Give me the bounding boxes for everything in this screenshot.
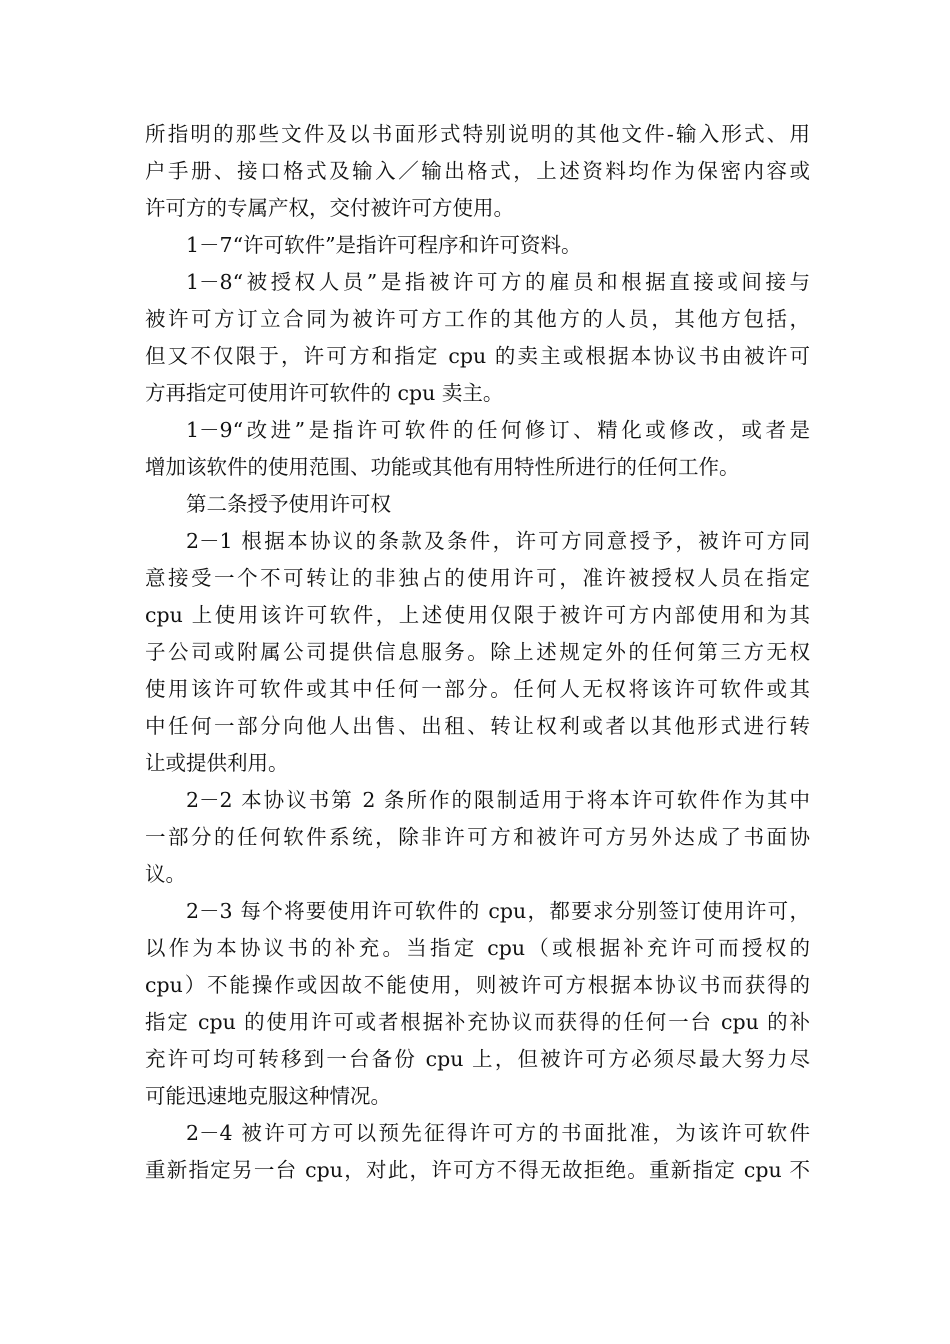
text-line: 议。	[145, 862, 186, 886]
text-line: 2－4 被许可方可以预先征得许可方的书面批准，为该许可软件	[186, 1121, 810, 1145]
text-line: 增加该软件的使用范围、功能或其他有用特性所进行的任何工作。	[145, 455, 740, 479]
text-line: 所指明的那些文件及以书面形式特别说明的其他文件-输入形式、用	[145, 122, 810, 146]
text-line: 充许可均可转移到一台备份 cpu 上，但被许可方必须尽最大努力尽	[145, 1047, 810, 1071]
text-line: 1－9“改进”是指许可软件的任何修订、精化或修改，或者是	[186, 418, 810, 442]
text-line: 第二条授予使用许可权	[186, 492, 391, 516]
text-line: 1－7“许可软件”是指许可程序和许可资料。	[186, 233, 582, 257]
text-line: 2－1 根据本协议的条款及条件，许可方同意授予，被许可方同	[186, 529, 810, 553]
text-line: 中任何一部分向他人出售、出租、转让权利或者以其他形式进行转	[145, 714, 810, 738]
text-line: 2－3 每个将要使用许可软件的 cpu，都要求分别签订使用许可，	[186, 899, 810, 923]
text-line: 可能迅速地克服这种情况。	[145, 1084, 391, 1108]
text-line: 使用该许可软件或其中任何一部分。任何人无权将该许可软件或其	[145, 677, 810, 701]
text-line: 一部分的任何软件系统，除非许可方和被许可方另外达成了书面协	[145, 825, 810, 849]
text-line: cpu 上使用该许可软件，上述使用仅限于被许可方内部使用和为其	[145, 603, 810, 627]
text-line: 但又不仅限于，许可方和指定 cpu 的卖主或根据本协议书由被许可	[145, 344, 810, 368]
text-line: 重新指定另一台 cpu，对此，许可方不得无故拒绝。重新指定 cpu 不	[145, 1158, 810, 1182]
text-line: 以作为本协议书的补充。当指定 cpu（或根据补充许可而授权的	[145, 936, 810, 960]
text-line: 意接受一个不可转让的非独占的使用许可，准许被授权人员在指定	[145, 566, 810, 590]
text-line: cpu）不能操作或因故不能使用，则被许可方根据本协议书而获得的	[145, 973, 810, 997]
text-line: 指定 cpu 的使用许可或者根据补充协议而获得的任何一台 cpu 的补	[145, 1010, 810, 1034]
text-line: 户手册、接口格式及输入／输出格式，上述资料均作为保密内容或	[145, 159, 810, 183]
text-line: 方再指定可使用许可软件的 cpu 卖主。	[145, 381, 504, 405]
text-line: 2－2 本协议书第 2 条所作的限制适用于将本许可软件作为其中	[186, 788, 810, 812]
text-line: 子公司或附属公司提供信息服务。除上述规定外的任何第三方无权	[145, 640, 810, 664]
text-line: 许可方的专属产权，交付被许可方使用。	[145, 196, 514, 220]
document-body	[145, 116, 810, 1189]
text-line: 被许可方订立合同为被许可方工作的其他方的人员，其他方包括，	[145, 307, 810, 331]
text-line: 1－8“被授权人员”是指被许可方的雇员和根据直接或间接与	[186, 270, 810, 294]
text-line: 让或提供利用。	[145, 751, 289, 775]
